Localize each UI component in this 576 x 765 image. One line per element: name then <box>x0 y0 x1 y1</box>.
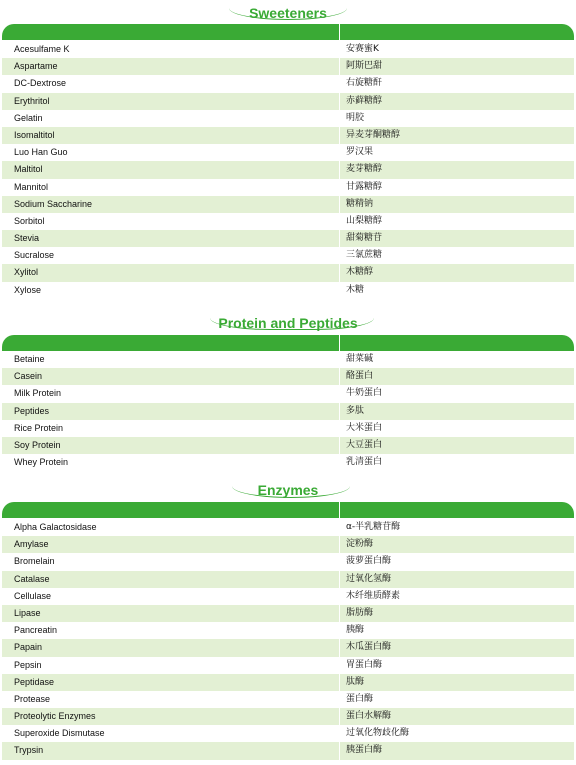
table-row <box>2 674 574 691</box>
table-row <box>2 161 574 178</box>
ingredient-chinese-name: 木瓜蛋白酶 <box>346 642 392 653</box>
ingredient-chinese-name: 木糖醇 <box>346 267 374 278</box>
table-row <box>2 264 574 281</box>
table-row <box>2 213 574 230</box>
table-row <box>2 742 574 759</box>
section-title: Protein and Peptides <box>218 315 358 331</box>
table-row <box>2 127 574 144</box>
ingredient-chinese-name: 蛋白酶 <box>346 693 374 704</box>
ingredient-name: Superoxide Dismutase <box>14 728 105 739</box>
ingredient-name: Protease <box>14 693 51 704</box>
table-row <box>2 519 574 536</box>
ingredient-chinese-name: 赤藓糖醇 <box>346 95 383 106</box>
ingredient-name: Stevia <box>14 233 40 244</box>
table-row <box>2 196 574 213</box>
table-row <box>2 385 574 402</box>
ingredient-chinese-name: 脂肪酶 <box>346 607 374 618</box>
ingredient-name: Maltitol <box>14 164 43 175</box>
ingredient-chinese-name: 胰酶 <box>346 625 365 636</box>
ingredient-chinese-name: 牛奶蛋白 <box>346 388 383 399</box>
ingredient-name: Luo Han Guo <box>14 147 68 158</box>
table-row <box>2 144 574 161</box>
table-row <box>2 179 574 196</box>
table-row <box>2 725 574 742</box>
ingredient-chinese-name: 菠萝蛋白酶 <box>346 556 392 567</box>
table-row <box>2 605 574 622</box>
ingredient-name: Pepsin <box>14 659 42 670</box>
table-row <box>2 93 574 110</box>
table-row <box>2 368 574 385</box>
table-row <box>2 571 574 588</box>
ingredient-chinese-name: 过氧化氢酶 <box>346 573 392 584</box>
section-title: Enzymes <box>257 482 319 498</box>
table-row <box>2 41 574 58</box>
ingredient-name: Acesulfame K <box>14 44 70 54</box>
table-row <box>2 58 574 75</box>
ingredient-name: Peptides <box>14 405 50 416</box>
protein-table <box>2 351 574 471</box>
ingredient-chinese-name: 甘露糖醇 <box>346 181 383 192</box>
ingredient-chinese-name: 木纤维质酵素 <box>346 590 401 601</box>
table-row <box>2 403 574 420</box>
ingredient-chinese-name: 明胶 <box>346 112 365 123</box>
ingredient-name: Alpha Galactosidase <box>14 522 97 532</box>
ingredient-name: Sorbitol <box>14 215 45 226</box>
table-header <box>2 24 574 40</box>
enzymes-table <box>2 519 574 760</box>
table-row <box>2 351 574 368</box>
ingredient-chinese-name: 木糖 <box>346 284 365 295</box>
table-row <box>2 639 574 656</box>
ingredient-chinese-name: 安赛蜜K <box>346 44 379 54</box>
ingredient-chinese-name: 胰蛋白酶 <box>346 745 383 756</box>
ingredient-name: Catalase <box>14 573 50 584</box>
ingredient-name: Cellulase <box>14 590 52 601</box>
ingredient-chinese-name: 糖精钠 <box>346 198 374 209</box>
ingredient-name: Casein <box>14 371 43 382</box>
ingredient-name: Betaine <box>14 354 45 364</box>
table-row <box>2 691 574 708</box>
ingredient-chinese-name: 山梨糖醇 <box>346 215 383 226</box>
table-header <box>2 502 574 518</box>
ingredient-name: Lipase <box>14 607 41 618</box>
ingredient-name: Sodium Saccharine <box>14 198 93 209</box>
table-row <box>2 553 574 570</box>
ingredient-chinese-name: 大米蛋白 <box>346 422 383 433</box>
section-title: Sweeteners <box>249 5 327 21</box>
ingredient-chinese-name: 甜菊糖苷 <box>346 233 383 244</box>
ingredient-chinese-name: 大豆蛋白 <box>346 439 383 450</box>
table-row <box>2 588 574 605</box>
ingredient-name: Papain <box>14 642 43 653</box>
ingredient-chinese-name: 多肽 <box>346 405 365 416</box>
table-row <box>2 282 574 299</box>
ingredient-name: Erythritol <box>14 95 50 106</box>
ingredient-name: Rice Protein <box>14 422 64 433</box>
ingredient-name: Milk Protein <box>14 388 62 399</box>
table-row <box>2 230 574 247</box>
ingredient-chinese-name: 乳清蛋白 <box>346 457 383 468</box>
ingredient-name: Xylose <box>14 284 42 295</box>
ingredient-name: Pancreatin <box>14 625 58 636</box>
ingredient-chinese-name: 过氧化物歧化酶 <box>346 728 410 739</box>
table-row <box>2 657 574 674</box>
ingredient-name: Aspartame <box>14 61 58 72</box>
table-row <box>2 437 574 454</box>
ingredient-name: Whey Protein <box>14 457 69 468</box>
ingredient-name: Proteolytic Enzymes <box>14 711 96 722</box>
table-row <box>2 75 574 92</box>
ingredient-chinese-name: 淀粉酶 <box>346 539 374 550</box>
ingredient-name: Soy Protein <box>14 439 61 450</box>
ingredient-chinese-name: α-半乳糖苷酶 <box>346 522 401 532</box>
ingredient-chinese-name: 酪蛋白 <box>346 371 374 382</box>
table-row <box>2 536 574 553</box>
table-row <box>2 247 574 264</box>
ingredient-name: Mannitol <box>14 181 49 192</box>
ingredient-name: Sucralose <box>14 250 55 261</box>
ingredient-chinese-name: 肽酶 <box>346 676 365 687</box>
ingredient-name: Peptidase <box>14 676 55 687</box>
ingredient-chinese-name: 蛋白水解酶 <box>346 711 392 722</box>
ingredient-chinese-name: 右旋糖酐 <box>346 78 383 89</box>
ingredient-name: Trypsin <box>14 745 44 756</box>
ingredient-name: Isomaltitol <box>14 129 55 140</box>
ingredient-chinese-name: 异麦芽酮糖醇 <box>346 129 401 140</box>
ingredient-chinese-name: 甜菜碱 <box>346 354 374 364</box>
table-row <box>2 454 574 471</box>
table-header <box>2 335 574 351</box>
ingredient-chinese-name: 阿斯巴甜 <box>346 61 383 72</box>
ingredient-chinese-name: 三氯蔗糖 <box>346 250 383 261</box>
table-row <box>2 110 574 127</box>
ingredient-name: Bromelain <box>14 556 55 567</box>
ingredient-chinese-name: 胃蛋白酶 <box>346 659 383 670</box>
ingredient-name: Gelatin <box>14 112 43 123</box>
table-row <box>2 420 574 437</box>
ingredient-chinese-name: 麦芽糖醇 <box>346 164 383 175</box>
ingredient-chinese-name: 罗汉果 <box>346 147 374 158</box>
table-row <box>2 708 574 725</box>
ingredient-name: Amylase <box>14 539 49 550</box>
ingredient-name: DC-Dextrose <box>14 78 67 89</box>
ingredient-name: Xylitol <box>14 267 39 278</box>
table-row <box>2 622 574 639</box>
sweeteners-table <box>2 41 574 299</box>
